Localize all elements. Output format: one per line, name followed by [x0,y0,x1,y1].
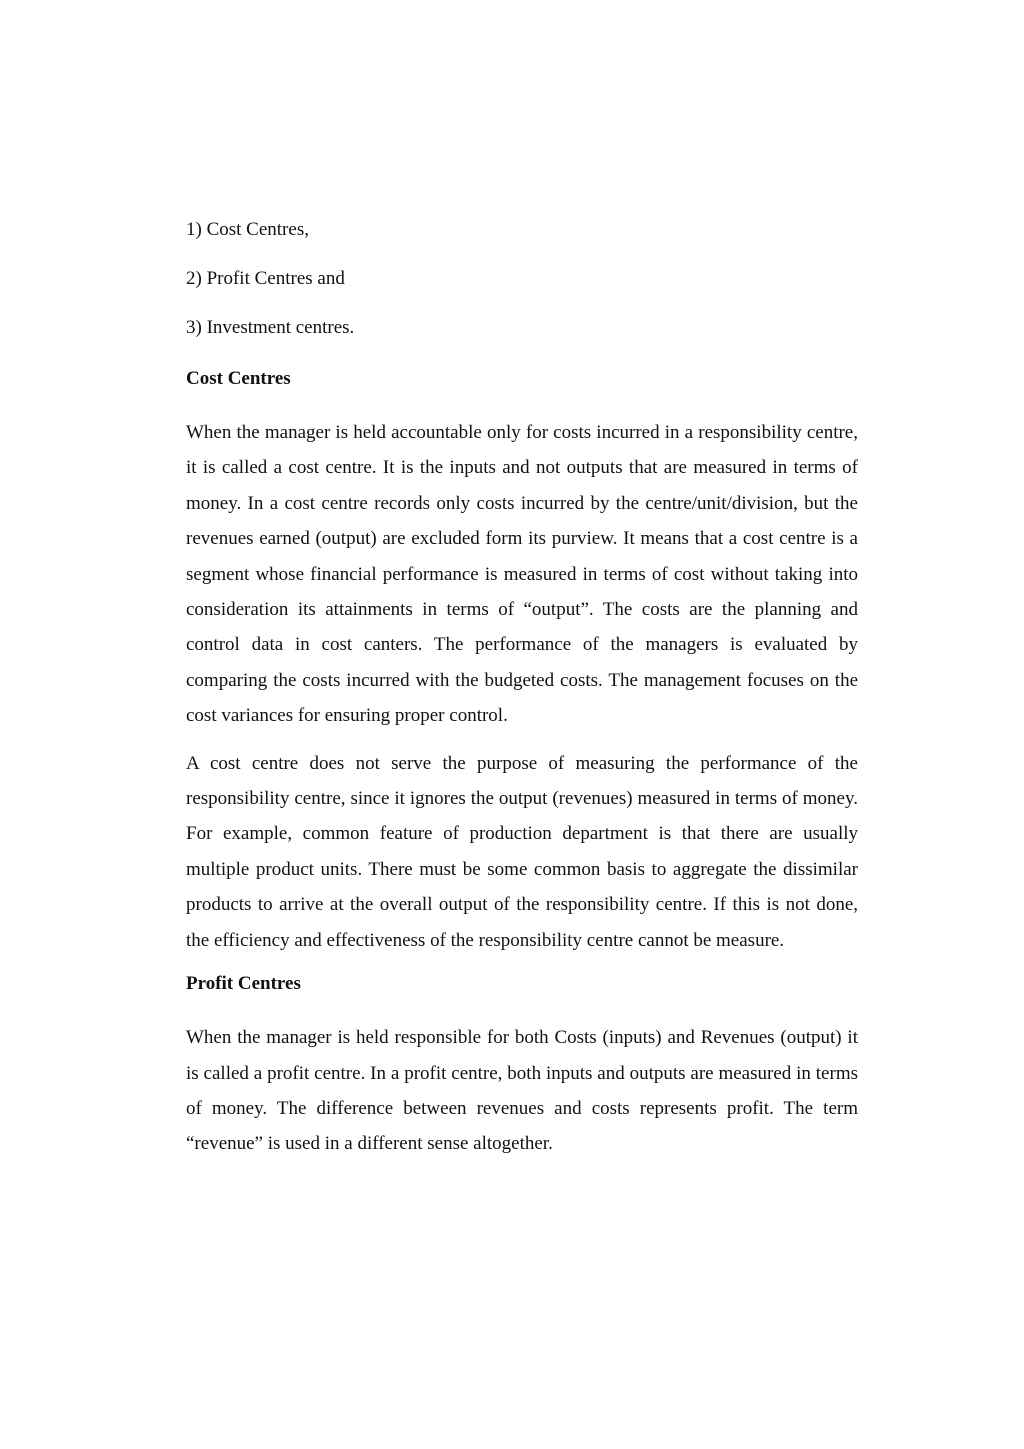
list-item-cost-centres: 1) Cost Centres, [186,219,309,240]
paragraph-cost-centres-limitation: A cost centre does not serve the purpose of measuring the performance of the responsibility centre, since it ignores the output (revenues) measured in terms of money. For example, common feature of production department is that there are usually multiple product units. There must be some common basis to aggregate the dissimilar products to arrive at the overall output of the responsibility centre. If this is not done, the efficiency and effectiveness of the responsibility centre cannot be measure. [186,752,858,951]
section-heading-profit-centres: Profit Centres [186,973,301,995]
paragraph-profit-centres-definition: When the manager is held responsible for both Costs (inputs) and Revenues (output) it is called a profit centre. In a profit centre, both inputs and outputs are measured in terms of money. The difference between revenues and costs represents profit. The term “revenue” is used in a different sense altogether. [186,1027,858,1155]
paragraph-cost-centres-definition: When the manager is held accountable only for costs incurred in a responsibility centre, it is called a cost centre. It is the inputs and not outputs that are measured in terms of money. In a cost centre records only costs incurred by the centre/unit/division, but the revenues earned (output) are excluded form its purview. It means that a cost centre is a segment whose financial performance is measured in terms of cost without taking into consideration its attainments in terms of “output”. The costs are the planning and control data in cost canters. The performance of the managers is evaluated by comparing the costs incurred with the budgeted costs. The management focuses on the cost variances for ensuring proper control. [186,422,858,727]
section-heading-cost-centres: Cost Centres [186,368,291,389]
list-item-investment-centres: 3) Investment centres. [186,317,355,338]
document-page [186,218,858,1174]
list-item-profit-centres: 2) Profit Centres and [186,268,345,289]
